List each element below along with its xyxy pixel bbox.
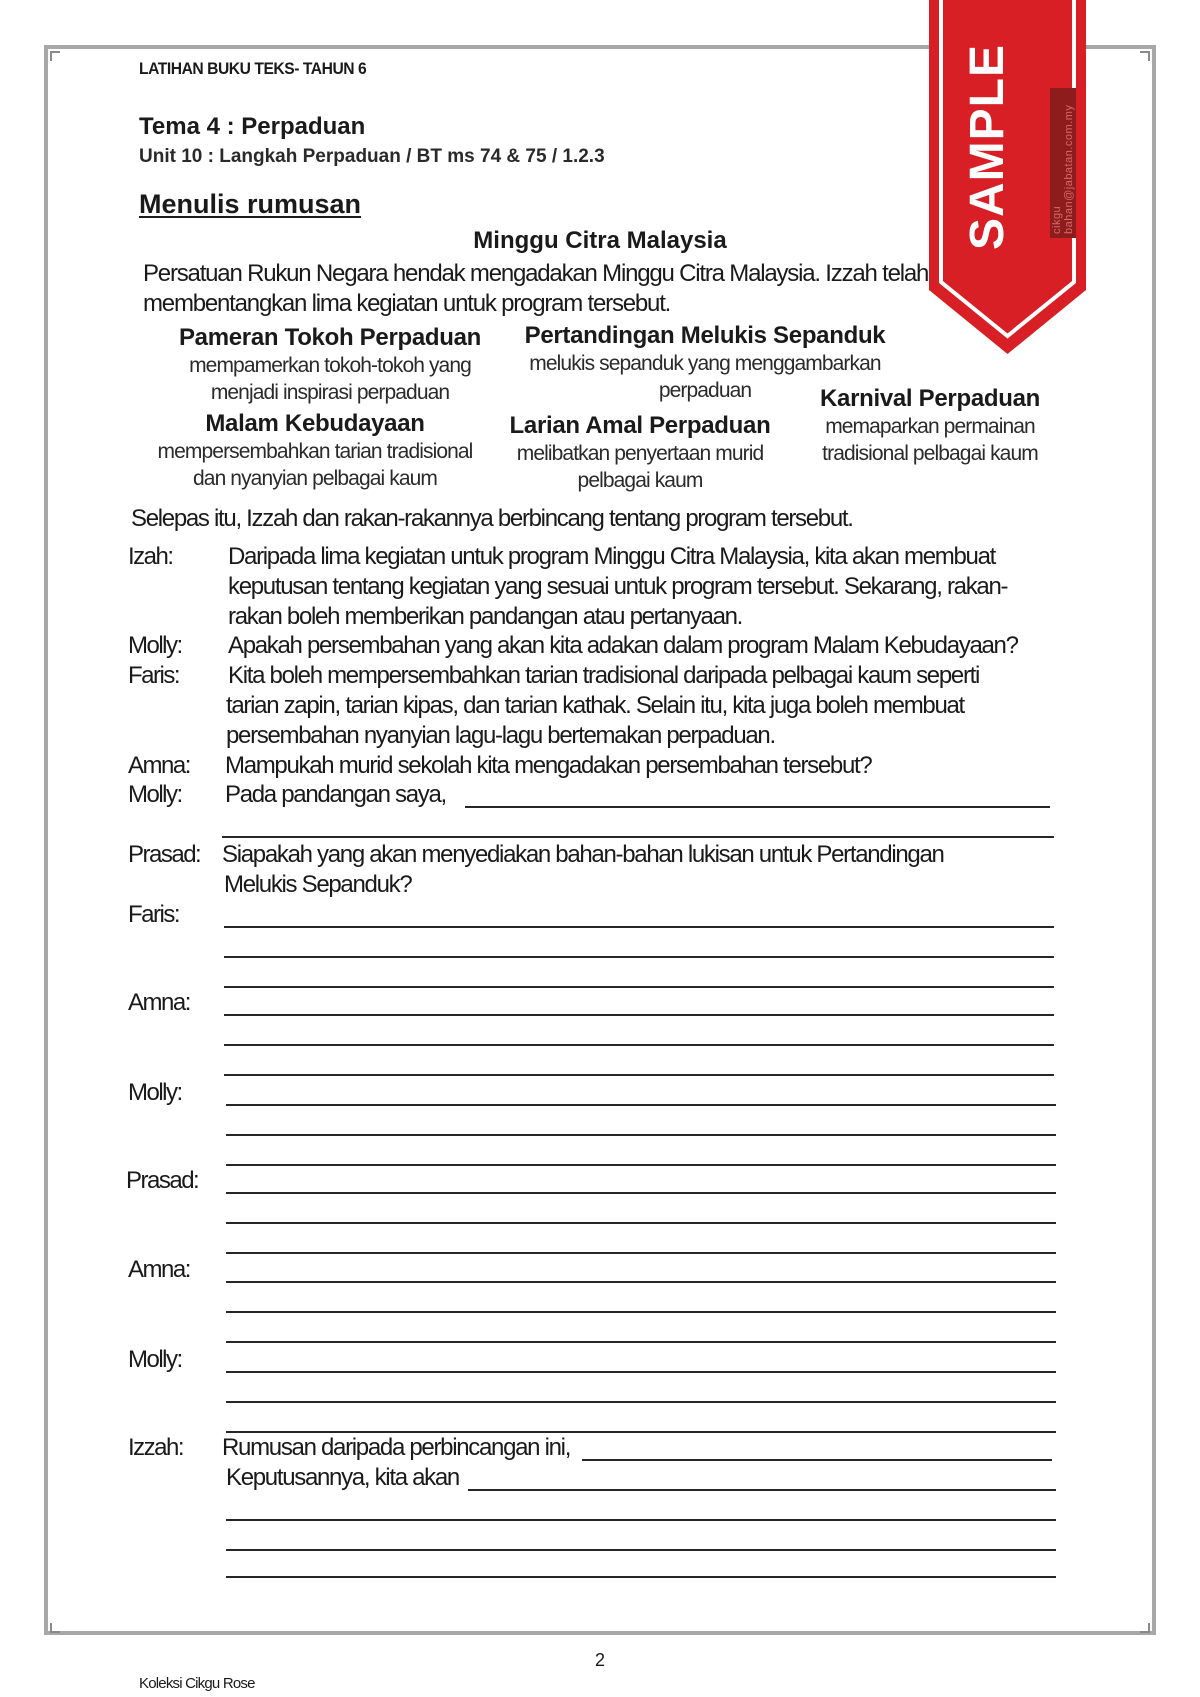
answer-line bbox=[226, 1192, 1056, 1194]
speaker-amna: Amna: bbox=[128, 752, 190, 779]
dialogue-line: Keputusannya, kita akan bbox=[226, 1464, 459, 1491]
activity-title: Malam Kebudayaan bbox=[205, 410, 425, 437]
dialogue-line: Siapakah yang akan menyediakan bahan-bahan lukisan untuk Pertandingan bbox=[222, 841, 944, 868]
theme-title: Tema 4 : Perpaduan bbox=[139, 113, 366, 140]
dialogue-line: Pada pandangan saya, bbox=[225, 781, 446, 808]
answer-line bbox=[226, 1104, 1056, 1106]
discussion-intro: Selepas itu, Izzah dan rakan-rakannya berbincang tentang program tersebut. bbox=[131, 505, 853, 532]
activity-desc: pelbagai kaum bbox=[577, 469, 703, 492]
answer-line bbox=[224, 926, 1054, 928]
answer-line bbox=[226, 1576, 1056, 1578]
activity-larian bbox=[490, 412, 790, 494]
activity-desc: mempersembahkan tarian tradisional bbox=[157, 440, 473, 463]
footer-credit: Koleksi Cikgu Rose bbox=[139, 1675, 255, 1692]
answer-line bbox=[226, 1252, 1056, 1254]
crop-mark bbox=[1140, 1623, 1150, 1633]
crop-mark bbox=[1140, 51, 1150, 61]
answer-line bbox=[226, 1281, 1056, 1283]
stamp-subtext: cikgu bahan@jabatan.com.my bbox=[1050, 88, 1076, 238]
answer-line bbox=[226, 1341, 1056, 1343]
dialogue-line: Melukis Sepanduk? bbox=[224, 871, 412, 898]
page-number: 2 bbox=[594, 1650, 605, 1670]
speaker-molly: Molly: bbox=[128, 1079, 182, 1106]
speaker-amna: Amna: bbox=[128, 1256, 190, 1283]
answer-line bbox=[226, 1222, 1056, 1224]
answer-line bbox=[224, 956, 1054, 958]
activity-desc: melukis sepanduk yang menggambarkan bbox=[529, 352, 881, 375]
dialogue-line: tarian zapin, tarian kipas, dan tarian kathak. Selain itu, kita juga boleh membuat bbox=[226, 692, 964, 719]
activity-karnival bbox=[800, 385, 1060, 467]
activity-desc: melibatkan penyertaan murid bbox=[516, 442, 764, 465]
speaker-prasad: Prasad: bbox=[126, 1167, 199, 1194]
dialogue-line: Apakah persembahan yang akan kita adakan dalam program Malam Kebudayaan? bbox=[228, 632, 1018, 659]
intro-line: Persatuan Rukun Negara hendak mengadakan Minggu Citra Malaysia. Izzah telah bbox=[143, 260, 929, 287]
activity-desc: perpaduan bbox=[658, 379, 752, 402]
activity-desc: tradisional pelbagai kaum bbox=[822, 442, 1038, 465]
section-title: Menulis rumusan bbox=[139, 189, 362, 219]
activity-title: Pameran Tokoh Perpaduan bbox=[178, 324, 482, 351]
intro-paragraph bbox=[143, 259, 933, 319]
dialogue-line: keputusan tentang kegiatan yang sesuai untuk program tersebut. Sekarang, rakan- bbox=[228, 573, 1008, 600]
answer-line bbox=[224, 986, 1054, 988]
answer-line bbox=[465, 806, 1050, 808]
speaker-molly: Molly: bbox=[128, 781, 182, 808]
answer-line bbox=[222, 836, 1054, 838]
answer-line bbox=[226, 1401, 1056, 1403]
dialogue-line: persembahan nyanyian lagu-lagu bertemakan perpaduan. bbox=[226, 722, 775, 749]
answer-line bbox=[226, 1371, 1056, 1373]
activity-desc: memaparkan permainan bbox=[825, 415, 1035, 438]
activity-title: Karnival Perpaduan bbox=[819, 385, 1040, 412]
speaker-faris: Faris: bbox=[128, 901, 179, 928]
answer-line bbox=[224, 1044, 1054, 1046]
intro-line: membentangkan lima kegiatan untuk program tersebut. bbox=[143, 290, 671, 317]
answer-line bbox=[226, 1164, 1056, 1166]
answer-line bbox=[226, 1311, 1056, 1313]
activity-desc: dan nyanyian pelbagai kaum bbox=[193, 467, 437, 490]
program-title: Minggu Citra Malaysia bbox=[473, 227, 727, 254]
answer-line bbox=[226, 1519, 1056, 1521]
speaker-amna: Amna: bbox=[128, 989, 190, 1016]
header-label: LATIHAN BUKU TEKS- TAHUN 6 bbox=[139, 59, 367, 78]
speaker-izah: Izah: bbox=[128, 543, 173, 570]
speaker-molly: Molly: bbox=[128, 1346, 182, 1373]
crop-mark bbox=[50, 51, 60, 61]
answer-line bbox=[226, 1134, 1056, 1136]
speaker-izzah: Izzah: bbox=[128, 1434, 184, 1461]
dialogue-line: Daripada lima kegiatan untuk program Minggu Citra Malaysia, kita akan membuat bbox=[228, 543, 995, 570]
activity-title: Pertandingan Melukis Sepanduk bbox=[524, 322, 886, 349]
answer-line bbox=[224, 1014, 1054, 1016]
speaker-faris: Faris: bbox=[128, 662, 179, 689]
dialogue-line: Mampukah murid sekolah kita mengadakan persembahan tersebut? bbox=[225, 752, 872, 779]
unit-line: Unit 10 : Langkah Perpaduan / BT ms 74 & 75 / 1.2.3 bbox=[139, 146, 605, 167]
answer-line bbox=[468, 1489, 1056, 1491]
answer-line bbox=[582, 1459, 1052, 1461]
activity-desc: menjadi inspirasi perpaduan bbox=[210, 381, 450, 404]
dialogue-line: Kita boleh mempersembahkan tarian tradisional daripada pelbagai kaum seperti bbox=[228, 662, 980, 689]
answer-line bbox=[226, 1431, 1056, 1433]
activity-malam bbox=[145, 410, 485, 492]
activity-pameran bbox=[160, 324, 500, 406]
answer-line bbox=[224, 1074, 1054, 1076]
activity-title: Larian Amal Perpaduan bbox=[509, 412, 771, 439]
answer-line bbox=[226, 1549, 1056, 1551]
speaker-prasad: Prasad: bbox=[128, 841, 201, 868]
activity-desc: mempamerkan tokoh-tokoh yang bbox=[189, 354, 471, 377]
speaker-molly: Molly: bbox=[128, 632, 182, 659]
stamp-text: SAMPLE bbox=[961, 43, 1014, 250]
crop-mark bbox=[50, 1623, 60, 1633]
dialogue-line: rakan boleh memberikan pandangan atau pertanyaan. bbox=[228, 603, 743, 630]
dialogue-line: Rumusan daripada perbincangan ini, bbox=[222, 1434, 571, 1461]
